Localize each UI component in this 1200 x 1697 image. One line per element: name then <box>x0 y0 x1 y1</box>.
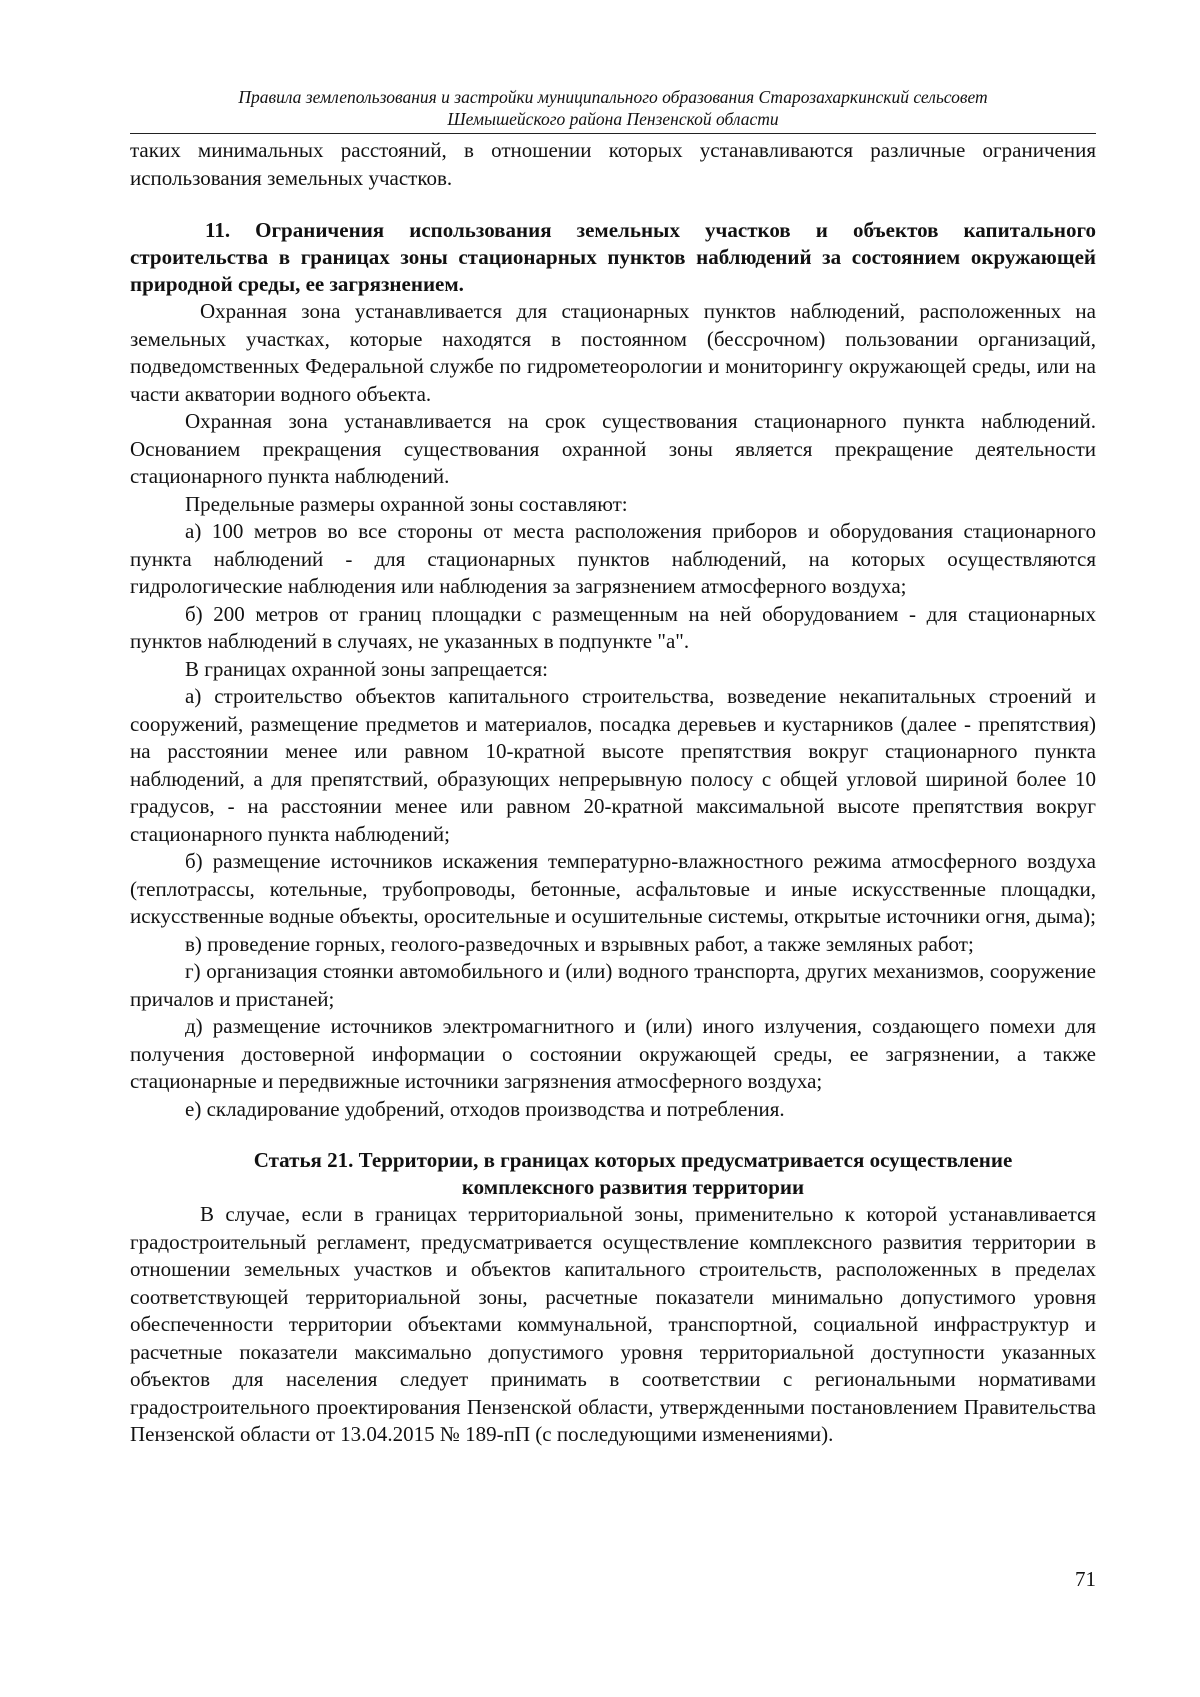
section-11-heading: 11. Ограничения использования земельных участков и объектов капитального строительства в границах зоны стационарных пунктов наблюдений за состоянием окружающей природной среды, ее загрязнением. <box>130 218 1096 296</box>
ban-item-b: б) размещение источников искажения температурно-влажностного режима атмосферного воздуха (теплотрассы, котельные, трубопроводы, бетонные, асфальтовые и иные искусственные площадки, искусственные водные объекты, оросительные и осушительные системы, открытые источники огня, дыма); <box>130 849 1096 928</box>
header-line-2: Шемышейского района Пензенской области <box>447 109 779 129</box>
section-11-paragraph-3: Предельные размеры охранной зоны составляют: <box>185 491 628 516</box>
ban-item-a: а) строительство объектов капитального строительства, возведение некапитальных строений и сооружений, размещение предметов и материалов, посадка деревьев и кустарников (далее - препятствия) на расстоянии менее или равном 10-кратной высоте препятствия вокруг стационарного пункта наблюдений, а для препятствий, образующих непрерывную полосу с общей угловой шириной более 10 градусов, - на расстоянии менее или равном 20-кратной максимальной высоте препятствия вокруг стационарного пункта наблюдений; <box>130 684 1096 846</box>
article-21-paragraph: В случае, если в границах территориальной зоны, применительно к которой устанавливается градостроительный регламент, предусматривается осуществление комплексного развития территории в отношении земельных участков и объектов капитального строительств, расположенных в пределах соответствующей территориальной зоны, расчетные показатели минимально допустимого уровня обеспеченности территории объектами коммунальной, транспортной, социальной инфраструктур и расчетные показатели максимально допустимого уровня территориальной доступности указанных объектов для населения следует принимать в соответствии с региональными нормативами градостроительного проектирования Пензенской области, утвержденными постановлением Правительства Пензенской области от 13.04.2015 № 189-пП (с последующими изменениями). <box>130 1202 1096 1446</box>
ban-item-e: д) размещение источников электромагнитного и (или) иного излучения, создающего помехи для получения достоверной информации о состоянии окружающей среды, ее загрязнении, а также стационарные и передвижные источники загрязнения атмосферного воздуха; <box>130 1014 1096 1093</box>
section-11-paragraph-1: Охранная зона устанавливается для стационарных пунктов наблюдений, расположенных на земельных участках, которые находятся в постоянном (бессрочном) пользовании организаций, подведомственных Федеральной службе по гидрометеорологии и мониторингу окружающей среды, или на части акватории водного объекта. <box>130 299 1096 406</box>
header-divider <box>130 133 1096 134</box>
section-11-paragraph-2: Охранная зона устанавливается на срок существования стационарного пункта наблюдений. Основанием прекращения существования охранной зоны является прекращение деятельности стационарного пункта наблюдений. <box>130 409 1096 488</box>
ban-item-d: г) организация стоянки автомобильного и (или) водного транспорта, других механизмов, сооружение причалов и пристаней; <box>130 959 1096 1011</box>
section-11-paragraph-4: В границах охранной зоны запрещается: <box>185 656 548 681</box>
ban-item-c: в) проведение горных, геолого-разведочных и взрывных работ, а также земляных работ; <box>185 931 974 956</box>
size-item-b: б) 200 метров от границ площадки с размещенным на ней оборудованием - для стационарных пунктов наблюдений в случаях, не указанных в подпункте "а". <box>130 601 1096 653</box>
page-number: 71 <box>1075 1567 1096 1591</box>
running-header <box>130 86 1096 130</box>
article-21-title-line-1: Статья 21. Территории, в границах которых предусматривается осуществление <box>253 1148 1013 1172</box>
intro-paragraph: таких минимальных расстояний, в отношении которых устанавливаются различные ограничения использования земельных участков. <box>130 138 1096 190</box>
article-21-title <box>130 1147 1096 1201</box>
header-line-1: Правила землепользования и застройки муниципального образования Старозахаркинский сельсовет <box>238 87 988 107</box>
ban-item-f: е) складирование удобрений, отходов производства и потребления. <box>185 1096 785 1121</box>
article-21-title-line-2: комплексного развития территории <box>461 1175 805 1199</box>
size-item-a: а) 100 метров во все стороны от места расположения приборов и оборудования стационарного пункта наблюдений - для стационарных пунктов наблюдений, на которых осуществляются гидрологические наблюдения или наблюдения за загрязнением атмосферного воздуха; <box>130 519 1096 598</box>
document-body <box>130 137 1096 1449</box>
